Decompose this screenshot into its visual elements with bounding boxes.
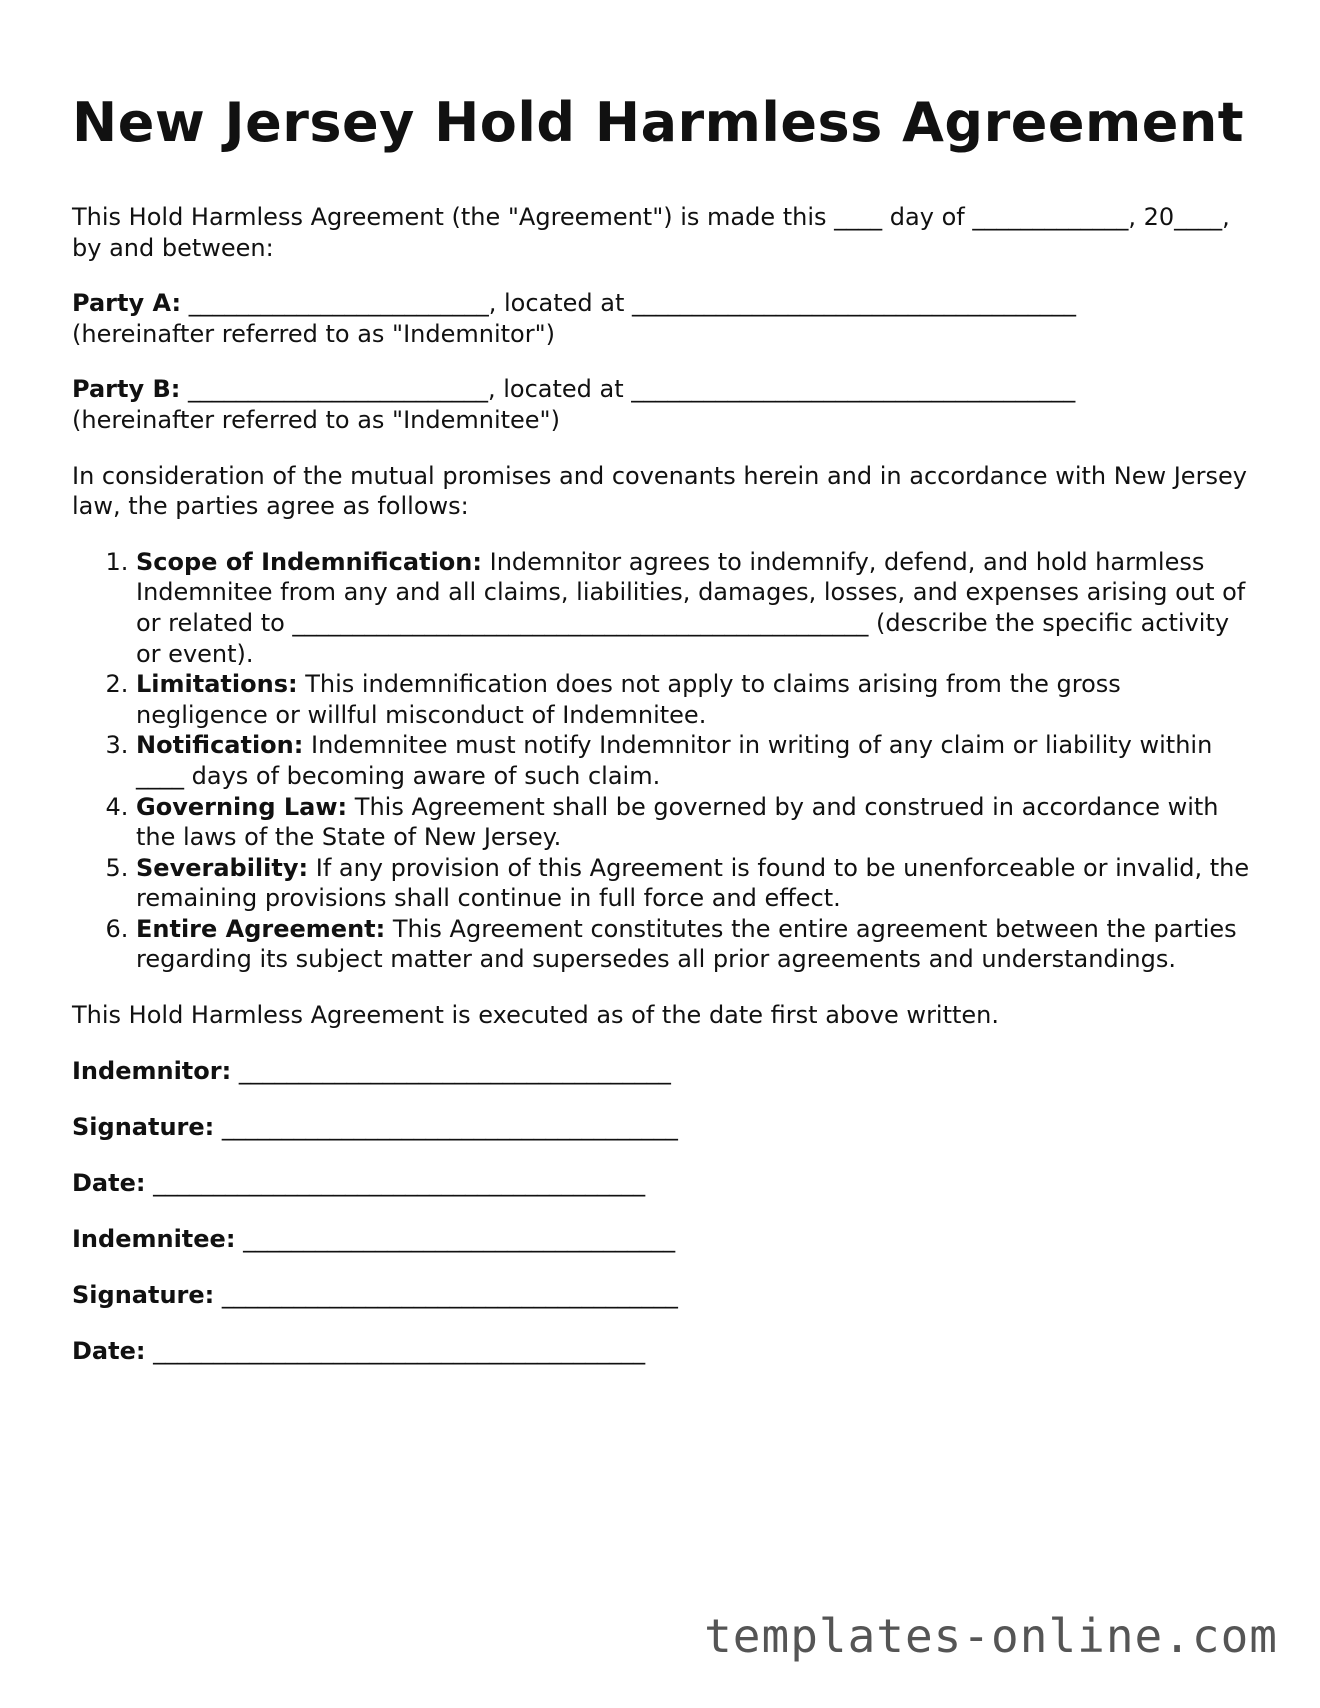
- clause-text: If any provision of this Agreement is found to be unenforceable or invalid, the remaining provisions shall continue in full force and effect.: [136, 853, 1250, 913]
- intro-paragraph: This Hold Harmless Agreement (the "Agreement") is made this ____ day of _____________, 20____, by and between:: [72, 203, 1230, 262]
- clause-item: [136, 853, 1252, 914]
- clause-item: [136, 669, 1252, 730]
- signature-blank: ____________________________________: [243, 1224, 676, 1253]
- document-title: New Jersey Hold Harmless Agreement: [72, 91, 1245, 154]
- party-b-text: _________________________, located at _____________________________________: [187, 375, 1076, 404]
- indemnitor-name-line: [72, 1056, 1252, 1087]
- clause-text: This Agreement shall be governed by and construed in accordance with the laws of the State of New Jersey.: [136, 792, 1219, 852]
- clause-heading: Severability:: [136, 853, 309, 882]
- signature-label: Signature:: [72, 1112, 215, 1141]
- execution-paragraph: This Hold Harmless Agreement is executed as of the date first above written.: [72, 1001, 1000, 1030]
- clause-text: Indemnitee must notify Indemnitor in writing of any claim or liability within ____ days of becoming aware of such claim.: [136, 731, 1213, 790]
- party-a-note: (hereinafter referred to as "Indemnitor"): [72, 319, 555, 348]
- signature-blank: ____________________________________: [238, 1056, 671, 1085]
- party-a-label: Party A:: [72, 289, 182, 318]
- indemnitee-signature-line: [72, 1280, 1252, 1311]
- clause-item: [136, 547, 1252, 669]
- clause-heading: Scope of Indemnification:: [136, 547, 482, 576]
- indemnitee-name-line: [72, 1224, 1252, 1255]
- indemnitee-date-line: [72, 1336, 1252, 1367]
- indemnitor-signature-line: [72, 1112, 1252, 1143]
- party-b-label: Party B:: [72, 375, 181, 404]
- clause-heading: Governing Law:: [136, 792, 348, 821]
- signature-blank: _________________________________________: [153, 1168, 646, 1197]
- signature-blank: _________________________________________: [153, 1336, 646, 1365]
- clause-item: [136, 914, 1252, 975]
- clause-text: This Agreement constitutes the entire agreement between the parties regarding its subject matter and supersedes all prior agreements and understandings.: [136, 914, 1237, 974]
- party-b-note: (hereinafter referred to as "Indemnitee"): [72, 405, 560, 434]
- clause-heading: Entire Agreement:: [136, 914, 386, 943]
- signature-label: Date:: [72, 1168, 146, 1197]
- clause-text: This indemnification does not apply to claims arising from the gross negligence or willful misconduct of Indemnitee.: [136, 670, 1121, 729]
- party-b-block: [72, 374, 1252, 435]
- watermark-text: templates-online.com: [704, 1609, 1278, 1663]
- party-a-block: [72, 288, 1252, 349]
- clause-item: [136, 730, 1252, 791]
- party-a-text: _________________________, located at _____________________________________: [188, 289, 1077, 318]
- signature-label: Indemnitor:: [72, 1056, 232, 1085]
- signature-label: Date:: [72, 1336, 146, 1365]
- document-page: [72, 84, 1252, 1392]
- clauses-list: [72, 547, 1252, 975]
- signature-label: Signature:: [72, 1280, 215, 1309]
- signature-blank: ______________________________________: [221, 1112, 678, 1141]
- signature-blank: ______________________________________: [221, 1280, 678, 1309]
- consideration-paragraph: In consideration of the mutual promises and covenants herein and in accordance with New Jersey law, the parties agree as follows:: [72, 461, 1247, 521]
- clause-heading: Limitations:: [136, 670, 298, 699]
- signature-label: Indemnitee:: [72, 1224, 236, 1253]
- clause-text: Indemnitor agrees to indemnify, defend, and hold harmless Indemnitee from any and all claims, liabilities, damages, losses, and expenses arising out of or related to ________________________________________________ (describe the specific activity or event).: [136, 547, 1246, 668]
- clause-heading: Notification:: [136, 731, 304, 760]
- indemnitor-date-line: [72, 1168, 1252, 1199]
- clause-item: [136, 792, 1252, 853]
